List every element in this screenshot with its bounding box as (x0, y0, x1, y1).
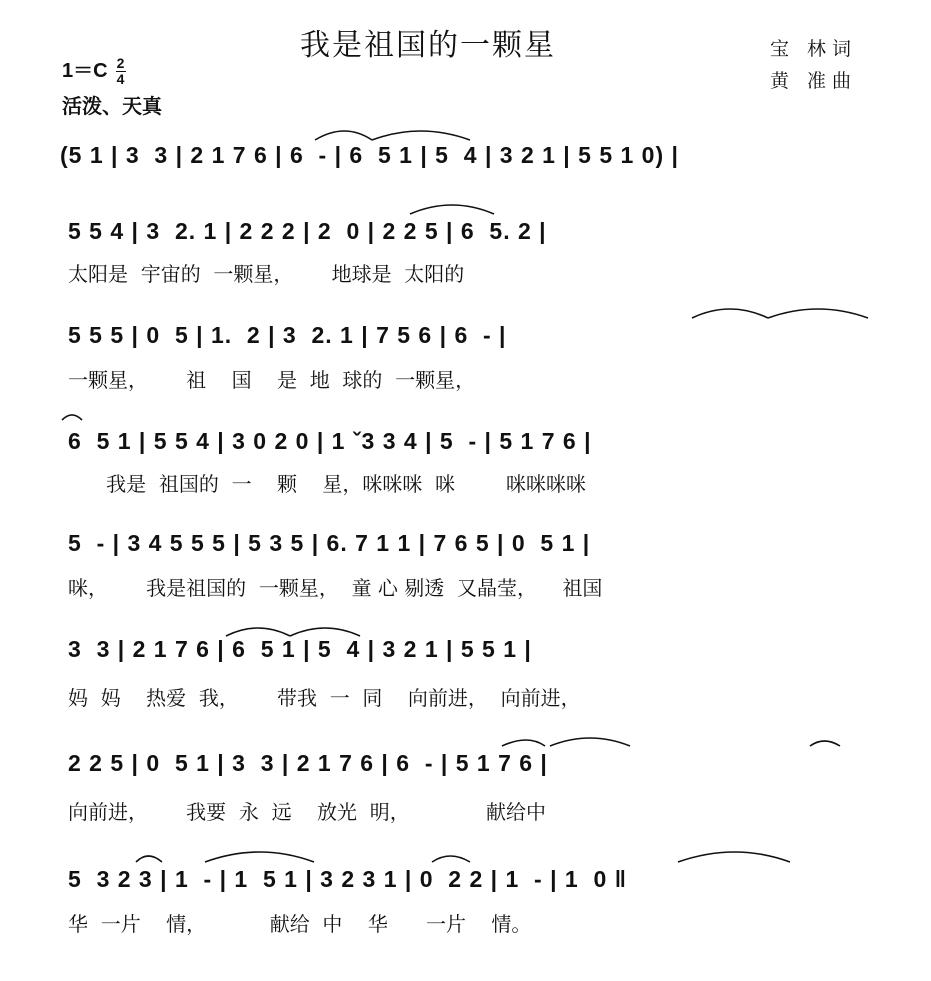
time-signature-bottom: 4 (116, 71, 125, 88)
score-row-5-lyrics: 咪， 我是祖国的 一颗星， 童 心 剔透 又晶莹， 祖国 (68, 576, 603, 600)
slur (205, 852, 314, 862)
slur (62, 415, 82, 420)
slur (226, 628, 290, 636)
tempo-marking: 活泼、天真 (62, 94, 162, 118)
score-row-4-lyrics: 我是 祖国的 一 颗 星，咪咪咪 咪 咪咪咪咪 (68, 472, 587, 496)
slur (432, 856, 470, 862)
score-row-4-notes: 6 5 1 | 5 5 4 | 3 0 2 0 | 1 ˇ3 3 4 | 5 - | 5 1 7 6 | (68, 428, 592, 454)
song-title: 我是祖国的一颗星 (300, 28, 556, 63)
score-row-3-lyrics: 一颗星， 祖 国 是 地 球的 一颗星， (68, 368, 476, 392)
score-row-2-lyrics: 太阳是 宇宙的 一颗星， 地球是 太阳的 (68, 262, 465, 286)
lyricist-credit: 宝 林词 (770, 38, 858, 60)
score-row-1-notes: (5 1 | 3 3 | 2 1 7 6 | 6 - | 6 5 1 | 5 4 | 3 2 1 | 5 5 1 0) | (60, 142, 679, 168)
slur (315, 131, 372, 140)
slur (768, 309, 868, 318)
score-row-5-notes: 5 - | 3 4 5 5 5 | 5 3 5 | 6. 7 1 1 | 7 6 5 | 0 5 1 | (68, 530, 591, 556)
slur (692, 309, 768, 318)
slur (678, 852, 790, 862)
slur (810, 741, 840, 746)
score-row-6-lyrics: 妈 妈 热爱 我， 带我 一 同 向前进， 向前进， (68, 686, 581, 710)
composer-credit: 黄 准曲 (770, 70, 858, 92)
score-row-7-notes: 2 2 5 | 0 5 1 | 3 3 | 2 1 7 6 | 6 - | 5 1 7 6 | (68, 750, 548, 776)
slur (410, 205, 494, 214)
slur (290, 628, 360, 636)
score-row-8-lyrics: 华 一片 情， 献给 中 华 一片 情。 (68, 912, 532, 936)
slur (550, 738, 630, 746)
time-signature-top: 2 (116, 55, 125, 72)
score-row-2-notes: 5 5 4 | 3 2. 1 | 2 2 2 | 2 0 | 2 2 5 | 6 5. 2 | (68, 218, 547, 244)
slur (372, 131, 470, 140)
score-row-7-lyrics: 向前进， 我要 永 远 放光 明， 献给中 (68, 800, 547, 824)
score-row-3-notes: 5 5 5 | 0 5 | 1. 2 | 3 2. 1 | 7 5 6 | 6 - | (68, 322, 507, 348)
slur (136, 856, 162, 862)
score-row-8-notes: 5 3 2 3 | 1 - | 1 5 1 | 3 2 3 1 | 0 2 2 | 1 - | 1 0 ‖ (68, 866, 628, 892)
score-row-6-notes: 3 3 | 2 1 7 6 | 6 5 1 | 5 4 | 3 2 1 | 5 5 1 | (68, 636, 532, 662)
slur (502, 740, 545, 746)
key-label: 1＝C (62, 60, 108, 82)
